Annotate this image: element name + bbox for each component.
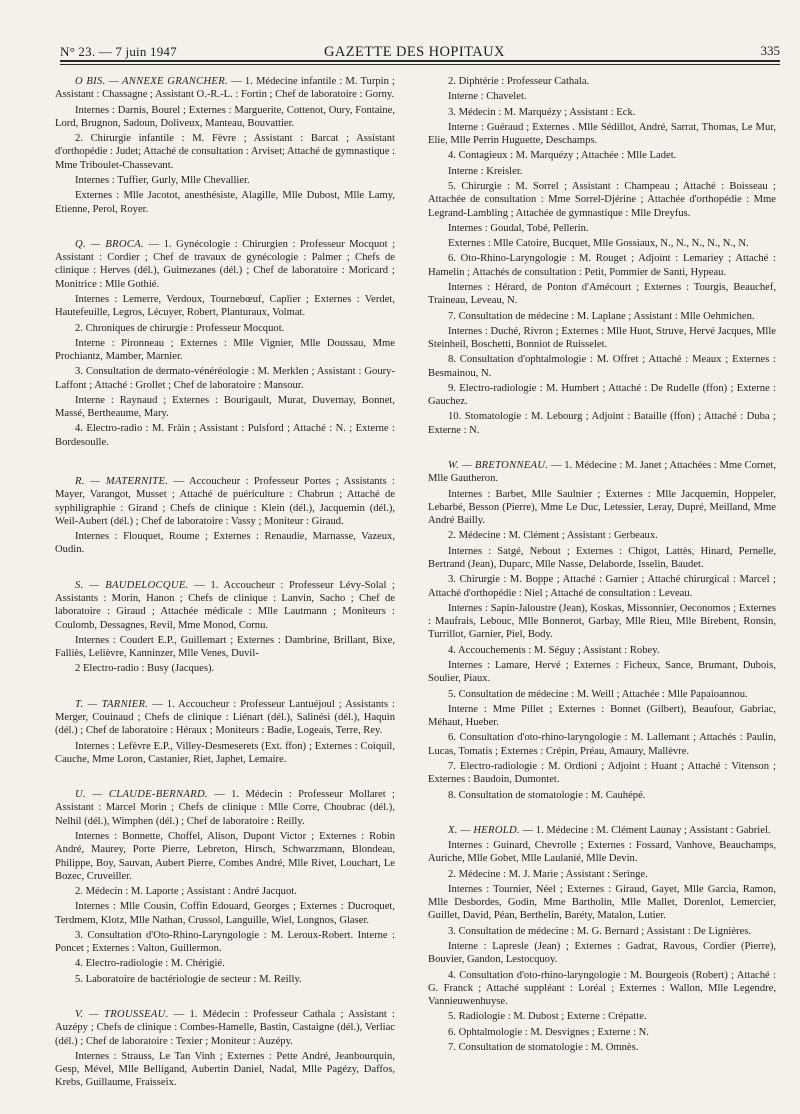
section-paragraph (55, 104, 395, 131)
paragraph-text: Interne : Mme Pillet ; Externes : Bonnet (Gilbert), Beaufour, Gabriac, Méhaut, Hueber. (428, 703, 776, 729)
paragraph-text: 5. Laboratoire de bactériologie de secteur : M. Reilly. (75, 973, 302, 985)
paragraph-text: 3. Chirurgie : M. Boppe ; Attaché : Garnier ; Attaché chirurgical : Marcel ; Attaché d'orthopédie : Niel ; Attaché de consultation : Leveau. (428, 574, 776, 599)
section-paragraph (428, 644, 776, 657)
paragraph-text: — Accoucheur : Professeur Portes ; Assistants : Mayer, Varangot, Musset ; Attaché de puériculture : Chabrun ; Attaché de syphiligraphie : Girand ; Chefs de clinique : Klein (dél.), Jacquemin (dél.), Weil-Aubert (dél.) ; Chef de laboratoire : Vassy ; Moniteur : Giraud. (55, 476, 395, 527)
section-paragraph (428, 529, 776, 542)
paragraph-text: 5. Chirurgie : M. Sorrel ; Assistant : Champeau ; Attaché : Boisseau ; Attachée de consultation : Mme Sorrel-Djérine ; Attachée d'orthopédie : Mme Legrand-Lambling ; Attachée de gymnastique : Mlle Dreyfus. (428, 180, 776, 219)
paragraph-text: Internes : Mlle Cousin, Coffin Edouard, Georges ; Externes : Ducroquet, Terdmem, Klotz, Mlle Nathan, Crussol, Languille, Wiel, Longnos, Glaser. (55, 901, 395, 926)
section-paragraph (55, 394, 395, 421)
section-paragraph (428, 281, 776, 308)
hospital-section (55, 75, 395, 216)
paragraph-text: Internes : Guinard, Chevrolle ; Externes : Fossard, Vanhove, Beauchamps, Auriche, Mlle Gobet, Mlle Laulanié, Mlle Devin. (428, 840, 776, 865)
hospital-section (428, 824, 776, 1055)
section-paragraph (55, 75, 395, 102)
paragraph-text: Externes : Mlle Catoire, Bucquet, Mlle Gossiaux, N., N., N., N., N., N. (448, 238, 749, 250)
paragraph-text: 8. Consultation d'ophtalmologie : M. Offret ; Attaché : Meaux ; Externes : Besmainou, N. (428, 354, 776, 379)
section-paragraph (55, 422, 395, 449)
section-paragraph (428, 659, 776, 686)
section-title: T. — TARNIER. (75, 698, 149, 710)
section-title: Q. — BROCA. (75, 238, 144, 250)
section-paragraph (55, 322, 395, 335)
section-paragraph (428, 925, 776, 938)
paragraph-text: Internes : Tuffier, Gurly, Mlle Chevallier. (75, 174, 250, 186)
paragraph-text: Internes : Bonnette, Choffel, Alison, Dupont Victor ; Externes : Robin André, Maurey, Porte Pierre, Lebreton, Hirsch, Schwarzmann, Blondeau, Philippe, Boy, Sauvan, Aubert Pierre, Combes André, Mlle Rivet, Louchart, Le Bozec, Cruveiller. (55, 830, 395, 882)
section-paragraph (55, 788, 395, 828)
section-paragraph (55, 885, 395, 898)
paragraph-text: 6. Consultation d'oto-rhino-laryngologie : M. Lallemant ; Attachés : Paulin, Lucas, Tomatis ; Externes : Crépin, Préau, Amaury, Mallèvre. (428, 732, 776, 757)
hospital-section (428, 75, 776, 437)
paragraph-text: 10. Stomatologie : M. Lebourg ; Adjoint : Bataille (ffon) ; Attaché : Duba ; Externe : N. (428, 411, 776, 436)
paragraph-text: — 1. Médecine : M. Janet ; Attachées : Mme Cornet, Mlle Gautheron. (428, 460, 776, 485)
paragraph-text: Internes : Flouquet, Roume ; Externes : Renaudie, Marnasse, Vazeux, Oudin. (55, 531, 395, 556)
paragraph-text: — 1. Gynécologie : Chirurgien : Professeur Mocquot ; Assistant : Cordier ; Chef de travaux de gynécologie : Palmer ; Chefs de clinique : Herves (dél.), Guimezanes (dél.) ; Chef de laboratoire : Moricard ; Monitrice : Mlle Gothié. (55, 238, 396, 290)
section-paragraph (55, 1050, 395, 1090)
section-paragraph (55, 337, 395, 364)
section-paragraph (428, 310, 776, 323)
section-paragraph (55, 475, 395, 528)
hospital-section (55, 1008, 395, 1090)
paragraph-text: Internes : Barbet, Mlle Saulnier ; Externes : Mlle Jacquemin, Hoppeler, Lebarbé, Besson (Pierre), Mme Le Duc, Letessier, Leray, Dupré, Meilland, Mme André Bailly. (428, 488, 776, 527)
section-paragraph (55, 189, 395, 216)
paragraph-text: Internes : Darnis, Bourel ; Externes : Marguerite, Cottenot, Oury, Fontaine, Lord, Brugnon, Sadoun, Doliveux, Manteau, Bouvattier. (55, 104, 395, 129)
section-paragraph (428, 731, 776, 758)
section-paragraph (428, 1010, 776, 1023)
section-paragraph (428, 573, 776, 600)
section-paragraph (55, 900, 395, 927)
paragraph-text: — 1. Médecin : Professeur Mollaret ; Assistant : Marcel Morin ; Chefs de clinique : Mlle Corre, Choubrac (dél.), Nelhil (dél.), Wimphen (dél.) ; Chef de laboratoire : Reilly. (55, 789, 395, 827)
paragraph-text: Interne : Chavelet. (448, 91, 527, 103)
paragraph-text: Internes : Lamare, Hervé ; Externes : Ficheux, Sance, Brumant, Dubois, Soulier, Piaux. (428, 659, 776, 685)
left-column (55, 75, 395, 1112)
section-title: U. — CLAUDE-BERNARD. (75, 789, 208, 801)
publication-title: GAZETTE DES HOPITAUX (324, 44, 505, 60)
paragraph-text: Interne : Guéraud ; Externes . Mlle Sédillot, André, Sarrat, Thomas, Le Mur, Elie, Mlle Perrin Huguette, Deschamps. (428, 121, 776, 147)
paragraph-text: Internes : Strauss, Le Tan Vinh ; Externes : Pette André, Jeanbourquin, Gesp, Mével, Mlle Belligand, Aubertin Daniel, Nadal, Mlle Pagézy, Daffos, Krebs, Guillaume, Fraisseix. (55, 1050, 395, 1089)
header-rule (60, 60, 780, 62)
header-rule-thin (60, 64, 780, 65)
section-paragraph (428, 789, 776, 802)
paragraph-text: — 1. Accoucheur : Professeur Lévy-Solal ; Assistants : Morin, Hanon ; Chefs de clinique : Lanvin, Sacho ; Chef de laboratoire : Giraud ; Attachée médicale : Mlle Lautmann ; Moniteurs : Coulomb, Dessagnes, Revil, Mme Monod, Cornu. (55, 579, 395, 631)
section-paragraph (55, 973, 395, 986)
paragraph-text: 4. Contagieux : M. Marquézy ; Attachée : Mlle Ladet. (448, 150, 677, 162)
section-paragraph (428, 602, 776, 642)
section-paragraph (55, 293, 395, 320)
section-paragraph (428, 703, 776, 730)
section-paragraph (428, 180, 776, 220)
paragraph-text: 4. Consultation d'oto-rhino-laryngologie : M. Bourgeois (Robert) ; Attaché : G. Franck ; Attaché suppléant : Loréal ; Externes : Wallon, Mlle Legendre, Vannieuwenhuyse. (428, 969, 776, 1008)
section-paragraph (428, 325, 776, 352)
section-paragraph (428, 165, 776, 178)
paragraph-text: 3. Médecin : M. Marquézy ; Assistant : Eck. (448, 106, 636, 118)
paragraph-text: Internes : Lefèvre E.P., Villey-Desmeserets (Ext. ffon) ; Externes : Coiquil, Cauche, Mme Loron, Castanier, Riet, Japhet, Lemaire. (55, 740, 395, 765)
section-title: V. — TROUSSEAU. (75, 1009, 169, 1021)
paragraph-text: — 1. Médecine : M. Clément Launay ; Assistant : Gabriel. (519, 824, 771, 836)
section-paragraph (428, 252, 776, 279)
paragraph-text: 3. Consultation de médecine : M. G. Bernard ; Assistant : De Lignières. (448, 925, 752, 937)
paragraph-text: Internes : Hérard, de Ponton d'Amécourt ; Externes : Tourgis, Beauchef, Traineau, Leveau, N. (428, 281, 776, 307)
paragraph-text: 4. Electro-radiologie : M. Chérigié. (75, 958, 225, 970)
hospital-section (55, 475, 395, 557)
section-paragraph (428, 237, 776, 250)
paragraph-text: 3. Consultation de dermato-vénéréologie : M. Merklen ; Assistant : Goury-Laffont ; Attaché : Grollet ; Chef de laboratoire : Mansour. (55, 366, 395, 391)
paragraph-text: 9. Electro-radiologie : M. Humbert ; Attaché : De Rudelle (ffon) ; Externe : Gauchez. (428, 382, 776, 408)
section-paragraph (55, 530, 395, 557)
section-paragraph (428, 824, 776, 837)
section-paragraph (428, 1026, 776, 1039)
section-paragraph (55, 174, 395, 187)
paragraph-text: 2. Chroniques de chirurgie : Professeur Mocquot. (75, 322, 285, 334)
section-paragraph (428, 353, 776, 380)
section-paragraph (428, 545, 776, 572)
paragraph-text: Externes : Mlle Jacotot, anesthésiste, Alagille, Mlle Dubost, Mlle Lamy, Etienne, Perol, Royer. (55, 190, 395, 215)
paragraph-text: 4. Accouchements : M. Séguy ; Assistant : Robey. (448, 644, 660, 656)
paragraph-text: Internes : Lemerre, Verdoux, Tournebœuf, Caplier ; Externes : Verdet, Hautefeuille, Legros, Lécuyer, Robert, Planturaux, Volmat. (55, 293, 395, 319)
paragraph-text: 7. Consultation de médecine : M. Laplane ; Assistant : Mlle Oehmichen. (448, 310, 755, 322)
paragraph-text: 2. Diphtérie : Professeur Cathala. (448, 76, 590, 87)
paragraph-text: Internes : Coudert E.P., Guillemart ; Externes : Dambrine, Brillant, Bixe, Falliès, Lelièvre, Kanninzer, Mlle Venes, Duvil- (55, 634, 395, 660)
section-paragraph (55, 957, 395, 970)
paragraph-text: 4. Electro-radio : M. Fràin ; Assistant : Pulsford ; Attaché : N. ; Externe : Bordesoulle. (55, 423, 395, 448)
section-title: X. — HEROLD. (448, 824, 520, 836)
paragraph-text: 2 Electro-radio : Busy (Jacques). (75, 663, 215, 675)
paragraph-text: 2. Médecin : M. Laporte ; Assistant : André Jacquot. (75, 886, 297, 898)
section-paragraph (55, 634, 395, 661)
issue-date: N° 23. — 7 juin 1947 (60, 44, 177, 59)
section-paragraph (55, 238, 395, 291)
paragraph-text: — 1. Médecine infantile : M. Turpin ; Assistant : Chassagne ; Assistant O.-R.-L. : Fortin ; Chef de laboratoire : Gorny. (55, 76, 396, 101)
paragraph-text: 7. Consultation de stomatologie : M. Omnès. (448, 1042, 639, 1053)
page-header (60, 40, 780, 62)
paragraph-text: Internes : Tournier, Néel ; Externes : Giraud, Gayet, Mlle Garcia, Ramon, Mlle Desbordes, Godin, Mme Bartholin, Mlle Mallet, Dorenlot, Lemercier, Guillet, David, Péan, Berthelin, Baréty, Matalon, Lutier. (428, 883, 776, 922)
paragraph-text: — 1. Accoucheur : Professeur Lantuéjoul ; Assistants : Merger, Couinaud ; Chefs de clinique : Liénart (dél.), Salinési (dél.), Haquin (dél.) ; Chef de laboratoire : Héraux ; Moniteurs : Badie, Logeais, Terre, Rey. (55, 698, 395, 737)
section-paragraph (428, 839, 776, 866)
section-paragraph (428, 459, 776, 486)
hospital-section (55, 238, 395, 449)
section-paragraph (428, 106, 776, 119)
section-paragraph (55, 830, 395, 883)
section-paragraph (428, 75, 776, 88)
paragraph-text: 5. Radiologie : M. Dubost ; Externe : Crépatte. (448, 1011, 647, 1023)
hospital-section (55, 788, 395, 986)
paragraph-text: Interne : Kreisler. (448, 165, 523, 177)
paragraph-text: Internes : Sapin-Jaloustre (Jean), Koskas, Missonnier, Oeconomos ; Externes : Maufrais, Lebouc, Mlle Bonnerot, Garbay, Mlle Rieu, Mlle Birebent, Ronsin, Turrillot, Garnier, Piel, Body. (428, 602, 776, 641)
hospital-section (428, 459, 776, 802)
hospital-section (55, 579, 395, 676)
section-paragraph (428, 940, 776, 967)
paragraph-text: 6. Ophtalmologie : M. Desvignes ; Externe : N. (448, 1026, 649, 1038)
section-paragraph (428, 222, 776, 235)
section-paragraph (428, 1041, 776, 1054)
section-paragraph (55, 929, 395, 956)
section-paragraph (428, 149, 776, 162)
paragraph-text: Interne : Raynaud ; Externes : Bourigault, Murat, Duvernay, Bonnet, Massé, Bertheaume, Mary. (55, 394, 395, 420)
section-title: W. — BRETONNEAU. (448, 460, 549, 472)
paragraph-text: — 1. Médecin : Professeur Cathala ; Assistant : Auzépy ; Chefs de clinique : Combes-Hamelle, Bastin, Castaigne (dél.), Verliac (dél.) ; Chef de laboratoire : Texier ; Moniteur : Auzépy. (55, 1009, 395, 1047)
section-paragraph (428, 760, 776, 787)
paragraph-text: 2. Chirurgie infantile : M. Fèvre ; Assistant : Barcat ; Assistant d'orthopédie : Judet; Attaché de consultation : Arviset; Attaché de gymnastique : Mme Triboulet-Chassevant. (55, 133, 395, 171)
section-paragraph (428, 382, 776, 409)
paragraph-text: 8. Consultation de stomatologie : M. Cauhépé. (448, 789, 646, 801)
paragraph-text: Internes : Duché, Rivron ; Externes : Mlle Huot, Struve, Hervé Jacques, Mlle Steinheil, Boschetti, Bonniot de Ruisselet. (428, 325, 776, 351)
paragraph-text: Interne : Lapresle (Jean) ; Externes : Gadrat, Ravous, Cordier (Pierre), Bouvier, Gandon, Lestocquoy. (428, 941, 776, 966)
section-title: S. — BAUDELOCQUE. (75, 579, 189, 591)
section-title: R. — MATERNITE. (75, 476, 169, 488)
section-paragraph (428, 121, 776, 148)
section-paragraph (428, 688, 776, 701)
section-paragraph (55, 1008, 395, 1048)
section-paragraph (428, 969, 776, 1009)
paragraph-text: Internes : Satgé, Nebout ; Externes : Chigot, Lattès, Hinard, Pernelle, Bertrand (Jean), Duparc, Mlle Nasse, Delaborde, Isselin, Baudet. (428, 545, 776, 570)
section-title: O BIS. — ANNEXE GRANCHER. (75, 76, 228, 87)
section-paragraph (428, 410, 776, 437)
paragraph-text: Internes : Goudal, Tobé, Pellerin. (448, 222, 589, 234)
paragraph-text: 3. Consultation d'Oto-Rhino-Laryngologie : M. Leroux-Robert. Interne : Poncet ; Externes : Valton, Guillermon. (55, 929, 395, 955)
section-paragraph (428, 883, 776, 923)
section-paragraph (55, 662, 395, 675)
paragraph-text: 2. Médecine : M. Clément ; Assistant : Gerbeaux. (448, 530, 658, 542)
section-paragraph (55, 698, 395, 738)
section-paragraph (428, 868, 776, 881)
section-paragraph (428, 488, 776, 528)
paragraph-text: 6. Oto-Rhino-Laryngologie : M. Rouget ; Adjoint : Lemariey ; Attaché : Hamelin ; Attachés de consultation : Petit, Pommier de Santi, Hypeau. (428, 253, 776, 278)
paragraph-text: Interne : Pironneau ; Externes : Mlle Vignier, Mlle Doussau, Mme Prochiantz, Mamber, Marnier. (55, 337, 395, 363)
section-paragraph (55, 740, 395, 767)
hospital-section (55, 698, 395, 766)
page-number: 335 (760, 43, 780, 58)
section-paragraph (55, 365, 395, 392)
paragraph-text: 2. Médecine : M. J. Marie ; Assistant : Seringe. (448, 868, 648, 880)
section-paragraph (55, 132, 395, 172)
paragraph-text: 7. Electro-radiologie : M. Ordioni ; Adjoint : Huant ; Attaché : Vitenson ; Externes : Baudoin, Dumontet. (428, 760, 776, 786)
right-column (428, 75, 776, 1076)
section-paragraph (55, 579, 395, 632)
section-paragraph (428, 90, 776, 103)
paragraph-text: 5. Consultation de médecine : M. Weill ; Attachée : Mlle Papaioannou. (448, 688, 748, 700)
